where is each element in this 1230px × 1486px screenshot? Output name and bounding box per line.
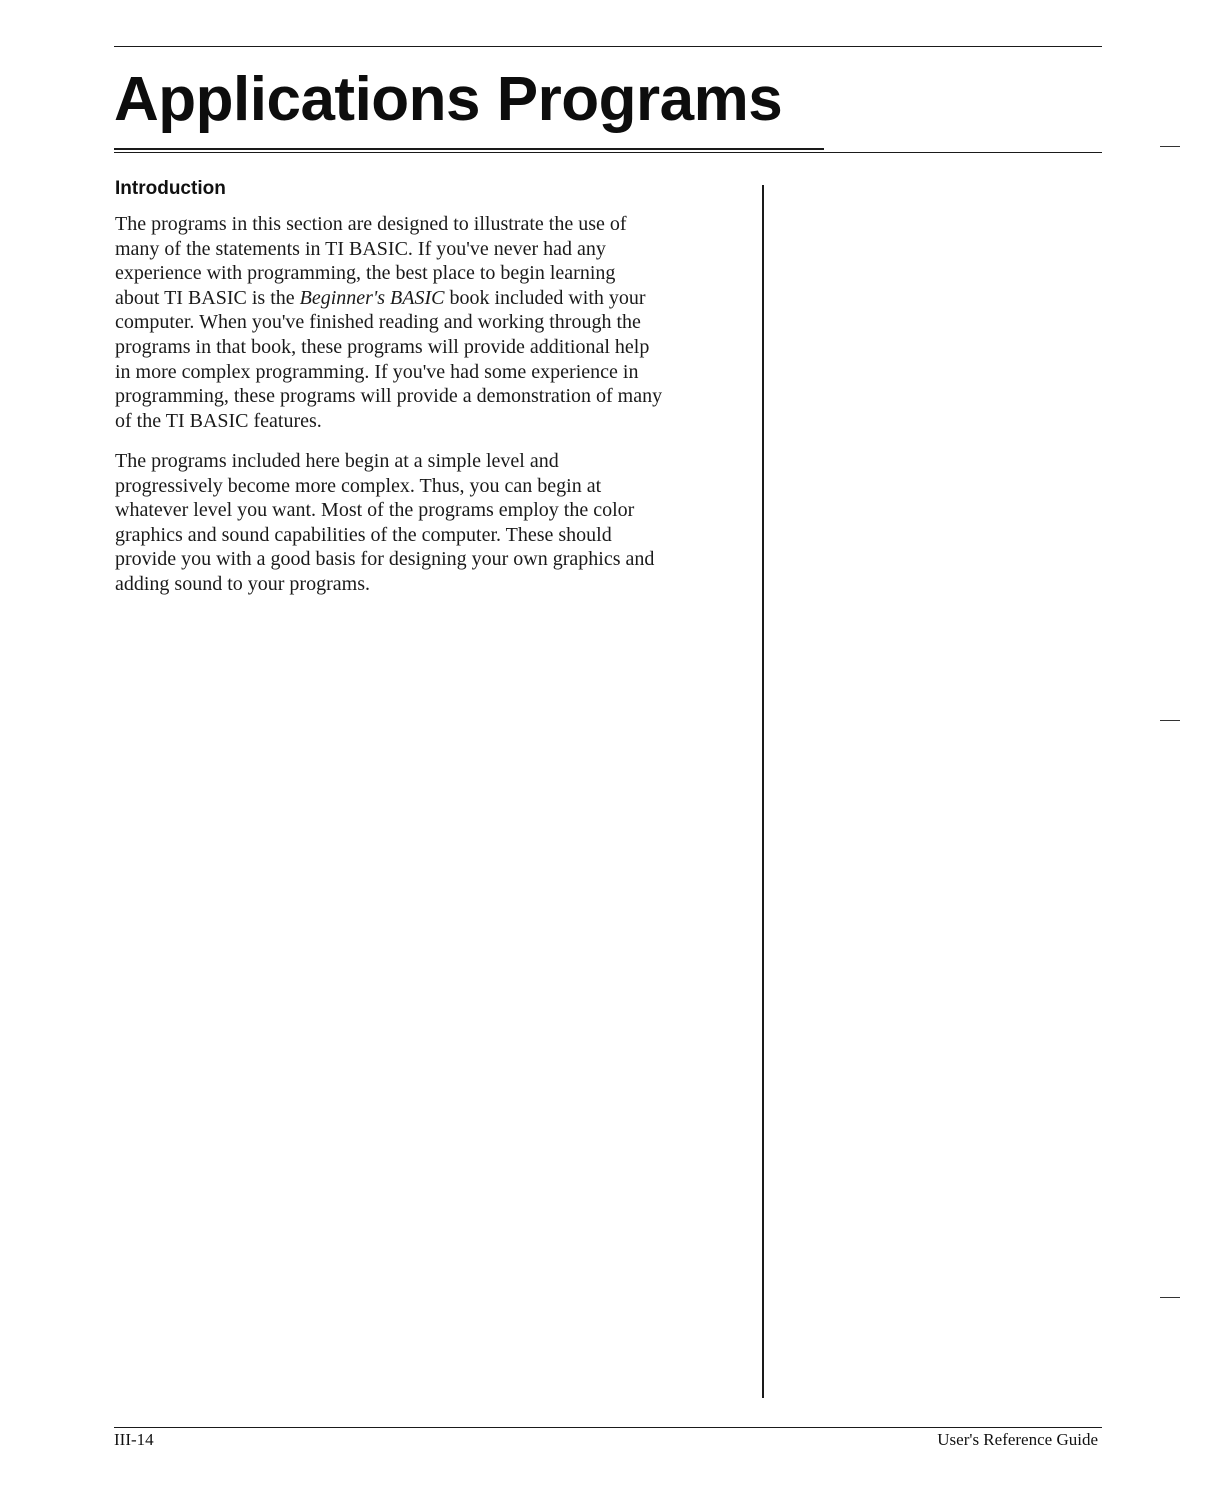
paragraph-line: The programs included here begin at a simple level and <box>115 450 559 472</box>
margin-tick-mark <box>1160 720 1180 721</box>
paragraph-line <box>115 286 755 311</box>
paragraph-text: book included with your <box>444 286 646 309</box>
paragraph-line: of the TI BASIC features. <box>115 409 322 432</box>
paragraph-line: provide you with a good basis for designing your own graphics and <box>115 548 655 571</box>
paragraph-text: about TI BASIC is the <box>115 286 300 309</box>
paragraph-line: adding sound to your programs. <box>115 572 370 595</box>
title-underline-thin <box>114 152 1102 153</box>
paragraph-line: The programs in this section are designed to illustrate the use of <box>115 213 627 235</box>
intro-paragraph-2 <box>115 449 755 597</box>
paragraph-line: graphics and sound capabilities of the computer. These should <box>115 523 612 546</box>
paragraph-line: programming, these programs will provide a demonstration of many <box>115 385 663 408</box>
paragraph-line: in more complex programming. If you've had some experience in <box>115 360 639 383</box>
paragraph-line: progressively become more complex. Thus, you can begin at <box>115 474 602 497</box>
paragraph-line: many of the statements in TI BASIC. If you've never had any <box>115 237 606 260</box>
paragraph-line: computer. When you've finished reading and working through the <box>115 311 641 334</box>
margin-tick-mark <box>1160 146 1180 147</box>
paragraph-line: whatever level you want. Most of the programs employ the color <box>115 499 635 522</box>
paragraph-line: programs in that book, these programs will provide additional help <box>115 335 650 358</box>
page-title: Applications Programs <box>114 65 783 134</box>
top-rule <box>114 46 1102 47</box>
title-underline-thick <box>114 148 824 150</box>
section-heading: Introduction <box>115 178 226 199</box>
footer-rule <box>114 1427 1102 1428</box>
column-divider <box>762 185 764 1398</box>
book-title-reference: Beginner's BASIC <box>299 286 445 309</box>
page-number: III-14 <box>114 1430 154 1449</box>
running-footer-title: User's Reference Guide <box>937 1430 1098 1449</box>
paragraph-line: experience with programming, the best place to begin learning <box>115 262 616 285</box>
intro-paragraph-1 <box>115 212 755 433</box>
margin-tick-mark <box>1160 1297 1180 1298</box>
